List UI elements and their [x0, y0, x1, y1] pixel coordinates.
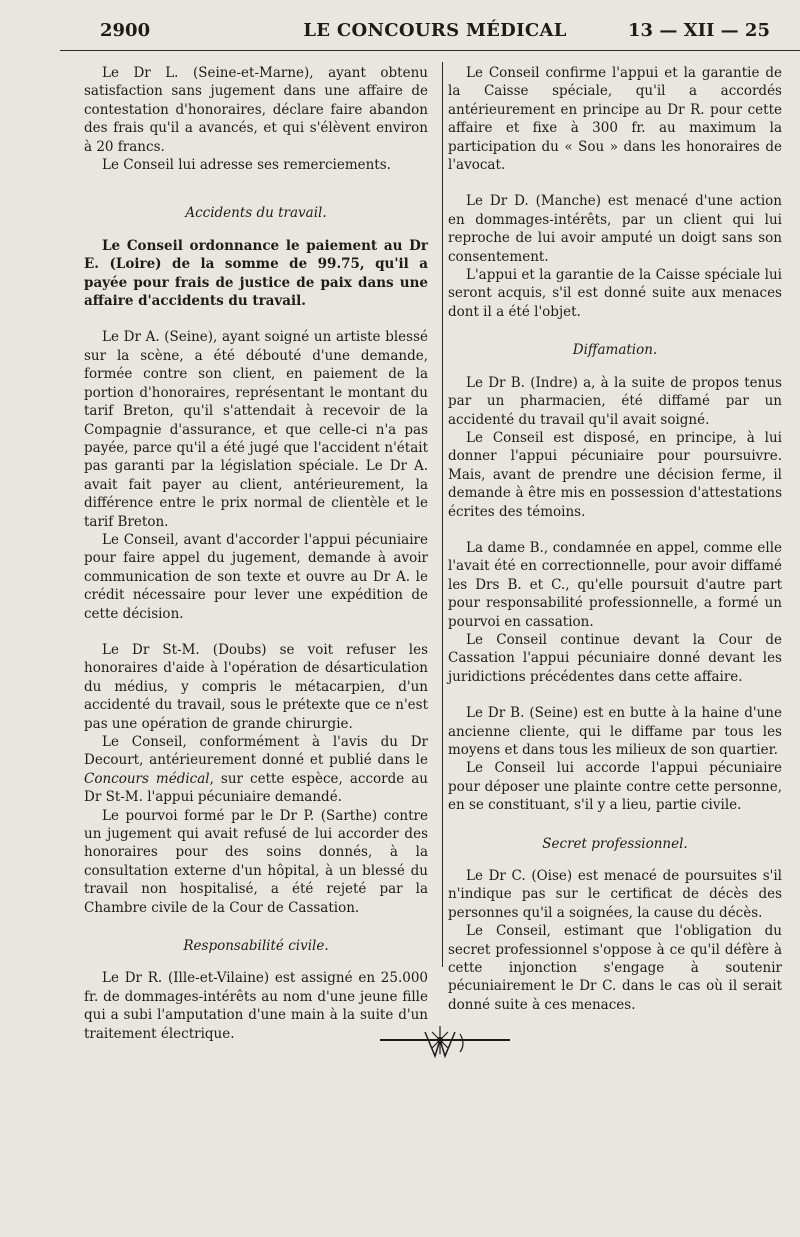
section-title-diffamation: Diffamation. [572, 342, 658, 359]
journal-reference: Concours médical [84, 770, 210, 787]
page-number: 2900 [100, 20, 151, 41]
section-title-secret: Secret professionnel. [542, 835, 688, 852]
paragraph: Le Dr L. (Seine-et-Marne), ayant obtenu satisfaction sans jugement dans une affaire de contestation d'honoraires, déclare faire abandon des frais qu'il a avancés, et qui s'élèvent environ à 20 francs. [84, 65, 428, 155]
right-column [448, 64, 782, 1014]
paragraph: Le Conseil ordonnance le paiement au Dr E. (Loire) de la somme de 99.75, qu'il a payée pour frais de justice de paix dans une affaire d'accidents du travail. [84, 237, 428, 310]
paragraph: Le Conseil lui adresse ses remerciements. [102, 157, 391, 174]
paragraph: Le Conseil, avant d'accorder l'appui pécuniaire pour faire appel du jugement, demande à avoir communication de son texte et ouvre au Dr A. le crédit nécessaire pour lever une expédition de cette décision. [84, 531, 428, 622]
paragraph: Le Dr C. (Oise) est menacé de poursuites s'il n'indique pas sur le certificat de décès des personnes qu'il a soignées, la cause du décès. [448, 868, 782, 921]
paragraph: Le Conseil confirme l'appui et la garantie de la Caisse spéciale, qu'il a accordés antérieurement en principe au Dr R. pour cette affaire et fixe à 300 fr. au maximum la participation du « Sou » dans les honoraires de l'avocat. [448, 65, 782, 174]
paragraph: Le Conseil, estimant que l'obligation du secret professionnel s'oppose à ce qu'il défère à cette injonction s'engage à soutenir pécuniairement le Dr C. dans le cas où il serait donné suite à ces menaces. [448, 923, 782, 1013]
paragraph: Le Dr St-M. (Doubs) se voit refuser les honoraires d'aide à l'opération de désarticulation du médius, y compris le métacarpien, d'un accidenté du travail, sous le prétexte que ce n'est pas une opération de grande chirurgie. [84, 641, 428, 732]
left-column [84, 64, 428, 1043]
paragraph: Le Conseil est disposé, en principe, à lui donner l'appui pécuniaire pour poursuivre. Mais, avant de prendre une décision ferme, il demande à être mis en possession d'attestations écrites des témoins. [448, 429, 782, 520]
paragraph: L'appui et la garantie de la Caisse spéciale lui seront acquis, s'il est donné suite aux menaces dont il a été l'objet. [448, 267, 782, 320]
paragraph: Le pourvoi formé par le Dr P. (Sarthe) contre un jugement qui avait refusé de lui accorder des honoraires pour des soins donnés, à la consultation externe d'un hôpital, à un blessé du travail non hospitalisé, a été rejeté par la Chambre civile de la Cour de Cassation. [84, 807, 428, 916]
paragraph: La dame B., condamnée en appel, comme elle l'avait été en correctionnelle, pour avoir diffamé les Drs B. et C., qu'elle poursuit d'autre part pour responsabilité professionnelle, a formé un pourvoi en cassation. [448, 539, 782, 630]
column-divider [442, 62, 443, 967]
paragraph: Le Conseil continue devant la Cour de Cassation l'appui pécuniaire donné devant les juridictions précédentes dans cette affaire. [448, 631, 782, 685]
journal-title: LE CONCOURS MÉDICAL [303, 20, 567, 41]
paragraph: Le Dr B. (Indre) a, à la suite de propos tenus par un pharmacien, été diffamé par un accidenté du travail qu'il avait soigné. [448, 374, 782, 428]
paragraph: Le Dr A. (Seine), ayant soigné un artiste blessé sur la scène, a été débouté d'une demande, formée contre son client, en paiement de la portion d'honoraires, représentant le montant du tarif Breton, qu'il s'attendait à recevoir de la Compagnie d'assurance, et que celle-ci n'a pas payée, parce qu'il a été jugé que l'accident n'était pas garanti par la législation spéciale. Le Dr A. avait fait payer au client, antérieurement, la différence entre le prix normal de clientèle et le tarif Breton. [84, 329, 428, 530]
paragraph: Le Conseil lui accorde l'appui pécuniaire pour déposer une plainte contre cette personne, en se constituant, s'il y a lieu, partie civile. [448, 760, 782, 814]
paragraph: Le Dr B. (Seine) est en butte à la haine d'une ancienne cliente, qui le diffame par tous les moyens et dans tous les milieux de son quartier. [448, 705, 782, 758]
paragraph: Le Dr D. (Manche) est menacé d'une action en dommages-intérêts, par un client qui lui reproche de lui avoir amputé un doigt sans son consentement. [448, 193, 782, 265]
section-title-responsabilite: Responsabilité civile. [183, 938, 329, 955]
issue-date: 13 — XII — 25 [628, 20, 770, 41]
section-title-accidents: Accidents du travail. [185, 205, 327, 222]
page-header [100, 20, 770, 44]
header-rule [60, 50, 800, 51]
paragraph: Le Conseil, conformément à l'avis du Dr Decourt, antérieurement donné et publié dans le Concours médical, sur cette espèce, accorde au Dr St-M. l'appui pécuniaire demandé. [84, 734, 428, 806]
paragraph: Le Dr R. (Ille-et-Vilaine) est assigné en 25.000 fr. de dommages-intérêts au nom d'une jeune fille qui a subi l'amputation d'une main à la suite d'un traitement électrique. [84, 970, 428, 1042]
decorative-fleuron-icon [380, 1022, 510, 1062]
